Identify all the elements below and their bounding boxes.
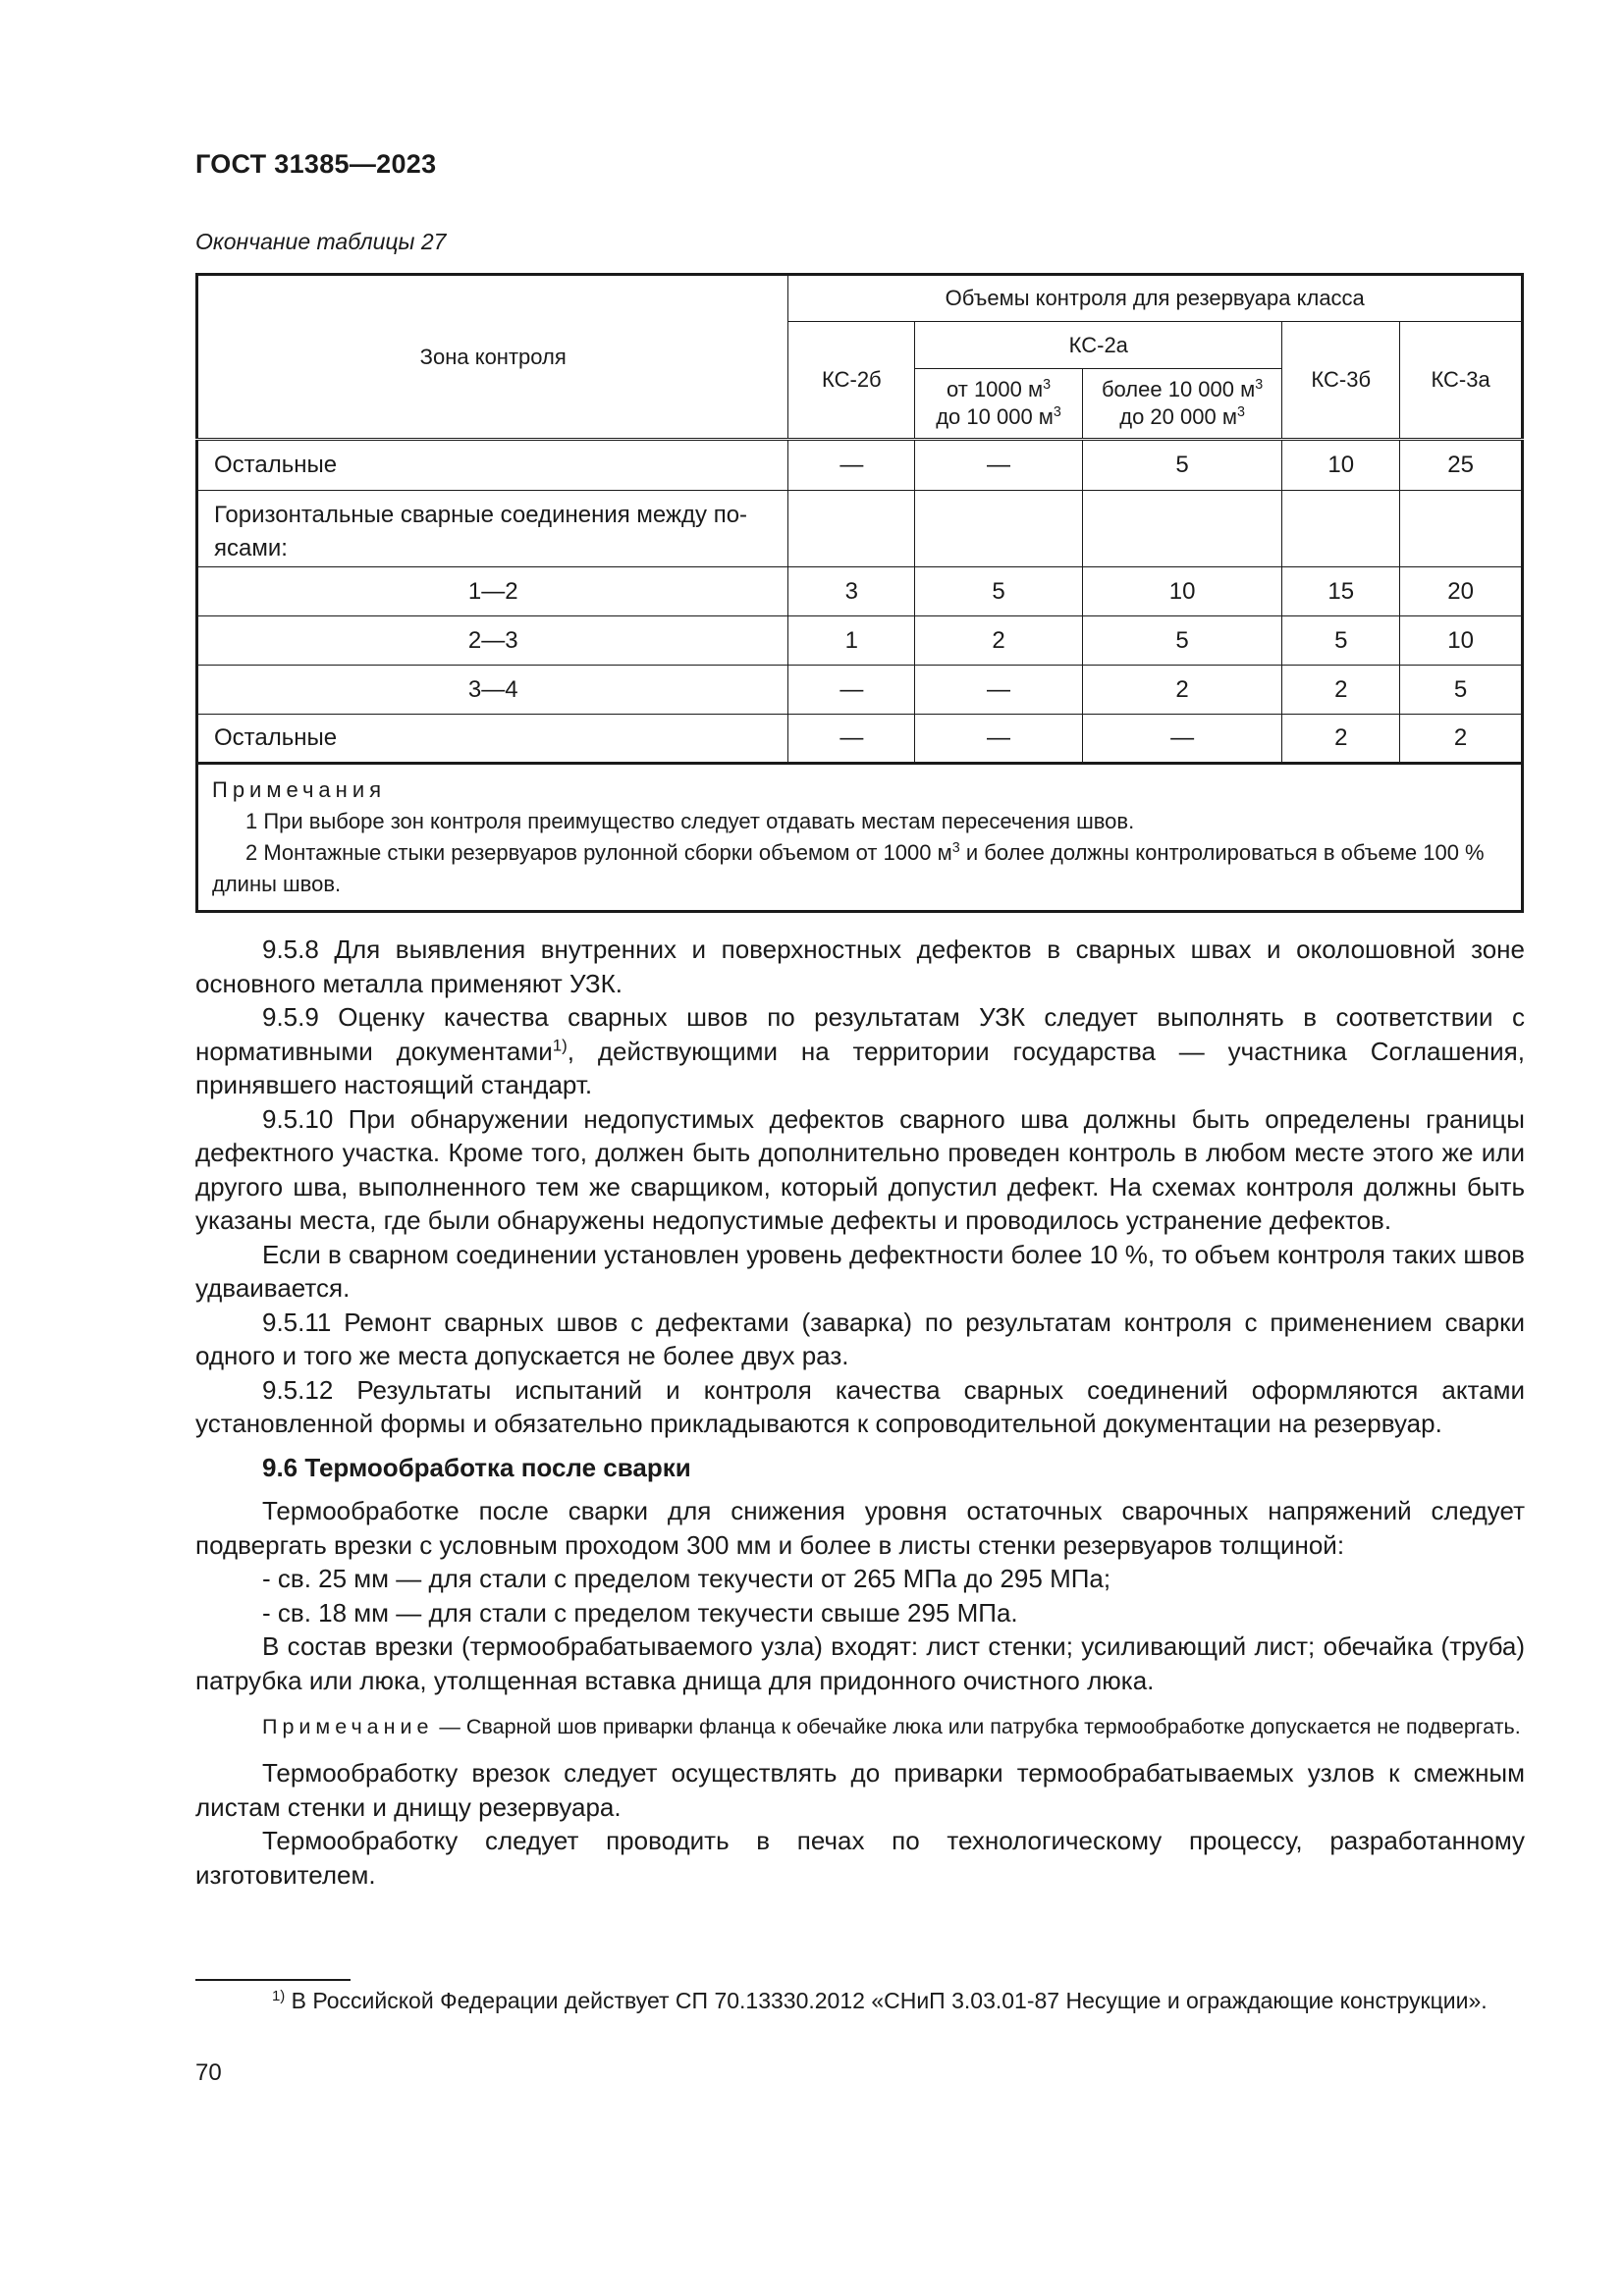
note-2: 2 Монтажные стыки резервуаров рулонной сборки объемом от 1000 $м^3$ и более должны контролироваться в объеме 100 % длины швов.: [212, 840, 1485, 896]
paragraph-9-6-b: В состав врезки (термообрабатываемого узла) входят: лист стенки; усиливающий лист; обечайка (труба) патрубка или люка, утолщенная вставка днища для придонного очистного люка.: [195, 1631, 1525, 1695]
paragraph-9-6-a: Термообработке после сварки для снижения уровня остаточных сварочных напряжений следует подвергать врезки с условным проходом 300 мм и более в листы стенки резервуаров толщиной:: [195, 1496, 1525, 1560]
table-row: Остальные — — 5 10 25: [197, 440, 1523, 491]
page-number: 70: [195, 2059, 222, 2086]
paragraph-9-5-10: 9.5.10 При обнаружении недопустимых дефектов сварного шва должны быть определены границы дефектного участка. Кроме того, должен быть дополнительно проведен контроль в любом месте этого же или другого шва, выполненного тем же сварщиком, который допустил дефект. На схемах контроля должны быть указаны места, где были обнаружены недопустимые дефекты и проводилось устранение дефектов.: [195, 1103, 1525, 1235]
control-volume-table: [195, 273, 1524, 913]
table-row: 1—2 3 5 10 15 20: [197, 567, 1523, 616]
ks2a-volume-range-1: от 1000 $м^3$ до 10 000 $м^3$: [915, 369, 1083, 440]
footnote-divider: [195, 1979, 351, 1981]
list-item: - св. 18 мм — для стали с пределом текучести свыше 295 МПа.: [262, 1597, 1018, 1628]
footnote: $^{1)}$ В Российской Федерации действует СП 70.13330.2012 «СНиП 3.03.01-87 Несущие и ограждающие конструкции».: [272, 1987, 1488, 2013]
paragraph-9-6-c: Термообработку врезок следует осуществлять до приварки термообрабатываемых узлов к смежным листам стенки и днищу резервуара.: [195, 1758, 1525, 1822]
paragraph-9-5-8: 9.5.8 Для выявления внутренних и поверхностных дефектов в сварных швах и околошовной зоне основного металла применяют УЗК.: [195, 934, 1525, 998]
table-notes: [197, 764, 1523, 912]
volumes-header: Объемы контроля для резервуара класса: [788, 275, 1523, 322]
section-note: Примечание — Сварной шов приварки фланца к обечайке люка или патрубка термообработке допускается не подвергать.: [262, 1715, 1521, 1738]
class-ks2a-header: КС-2а: [915, 322, 1282, 369]
table-row: Горизонтальные сварные соединения между по- ясами:: [197, 491, 1523, 567]
ks2a-volume-range-2: более 10 000 $м^3$ до 20 000 $м^3$: [1082, 369, 1282, 440]
body-text: [195, 933, 1525, 1892]
class-ks3b-header: КС-3б: [1282, 322, 1400, 440]
paragraph-9-5-11: 9.5.11 Ремонт сварных швов с дефектами (заварка) по результатам контроля с применением сварки одного и того же места допускается не более двух раз.: [195, 1307, 1525, 1370]
paragraph-9-5-12: 9.5.12 Результаты испытаний и контроля качества сварных соединений оформляются актами установленной формы и обязательно прикладываются к сопроводительной документации на резервуар.: [195, 1374, 1525, 1438]
paragraph-9-5-9: 9.5.9 Оценку качества сварных швов по результатам УЗК следует выполнять в соответствии с нормативными документами$^{1)}$, действующими на территории государства — участника Соглашения, принявшего настоящий стандарт.: [195, 1002, 1525, 1099]
table-row: 3—4 — — 2 2 5: [197, 666, 1523, 715]
paragraph-9-6-d: Термообработку следует проводить в печах по технологическому процессу, разработанному изготовителем.: [195, 1826, 1525, 1890]
paragraph-9-5-10-cont: Если в сварном соединении установлен уровень дефектности более 10 %, то объем контроля таких швов удваивается.: [195, 1239, 1525, 1303]
class-ks2b-header: КС-2б: [788, 322, 915, 440]
table-caption: Окончание таблицы 27: [195, 229, 447, 254]
notes-title: Примечания: [212, 777, 387, 802]
note-1: 1 При выборе зон контроля преимущество следует отдавать местам пересечения швов.: [245, 809, 1135, 833]
class-ks3a-header: КС-3а: [1400, 322, 1523, 440]
table-notes-row: [197, 764, 1523, 912]
table-row: Остальные — — — 2 2: [197, 715, 1523, 764]
zone-header: Зона контроля: [197, 275, 788, 440]
list-item: - св. 25 мм — для стали с пределом текучести от 265 МПа до 295 МПа;: [262, 1564, 1111, 1593]
document-code: ГОСТ 31385—2023: [195, 149, 437, 179]
table-row: 2—3 1 2 5 5 10: [197, 616, 1523, 666]
section-heading-9-6: 9.6 Термообработка после сварки: [262, 1452, 691, 1482]
